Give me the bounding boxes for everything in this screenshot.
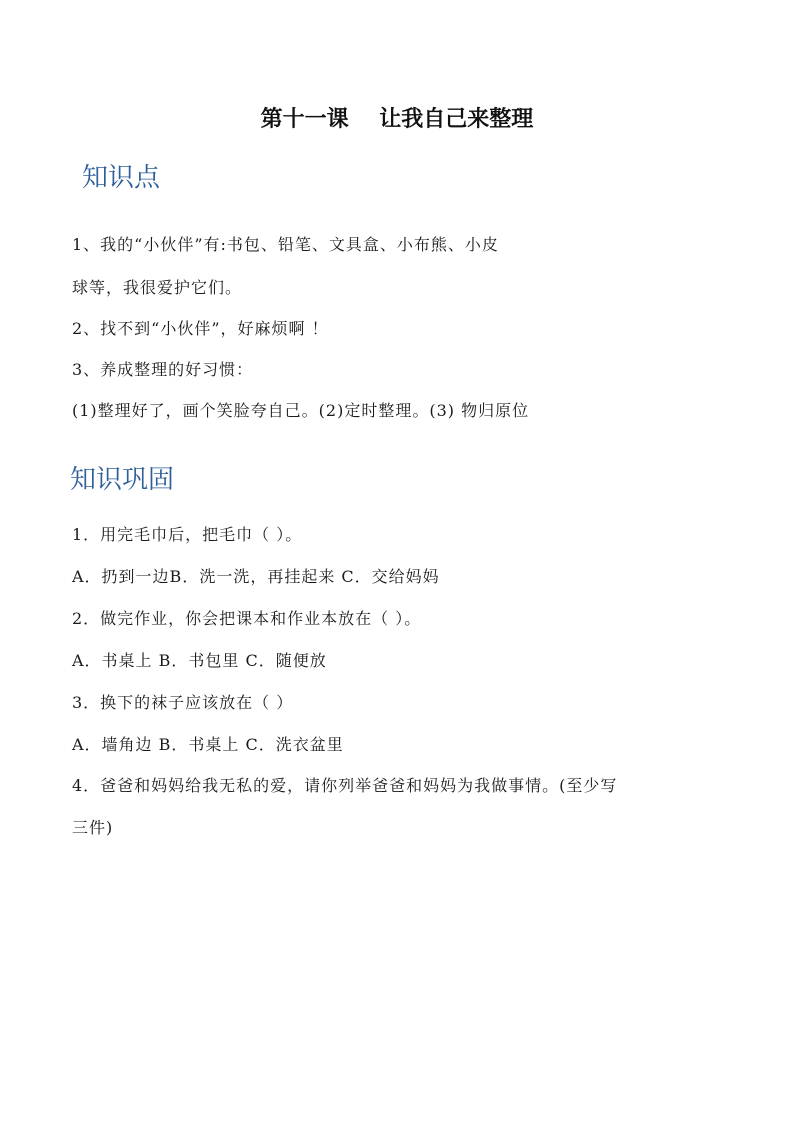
question-3-options: A．墙角边 B．书桌上 C．洗衣盆里 <box>72 735 344 754</box>
question-2-options: A．书桌上 B．书包里 C．随便放 <box>72 651 327 670</box>
knowledge-points-heading: 知识点 <box>82 163 161 193</box>
question-2: 2．做完作业，你会把课本和作业本放在（ ）。 <box>72 609 422 628</box>
question-1: 1．用完毛巾后，把毛巾（ ）。 <box>72 525 303 544</box>
knowledge-line-1: 1、我的“小伙伴”有:书包、铅笔、文具盒、小布熊、小皮 <box>72 235 499 254</box>
knowledge-line-5: (1)整理好了，画个笑脸夸自己。(2)定时整理。(3) 物归原位 <box>72 401 530 420</box>
question-3: 3．换下的袜子应该放在（ ） <box>72 693 294 712</box>
knowledge-consolidation-heading: 知识巩固 <box>70 465 175 495</box>
knowledge-line-3: 2、找不到“小伙伴”，好麻烦啊 ！ <box>72 319 329 338</box>
question-4-continued: 三件) <box>72 818 114 837</box>
knowledge-line-2: 球等，我很爱护它们。 <box>72 278 243 297</box>
lesson-title: 第十一课 让我自己来整理 <box>260 107 534 132</box>
question-4: 4．爸爸和妈妈给我无私的爱，请你列举爸爸和妈妈为我做事情。(至少写 <box>72 776 618 795</box>
knowledge-line-4: 3、养成整理的好习惯： <box>72 360 254 379</box>
question-1-options: A．扔到一边B．洗一洗，再挂起来 C．交给妈妈 <box>72 567 440 586</box>
